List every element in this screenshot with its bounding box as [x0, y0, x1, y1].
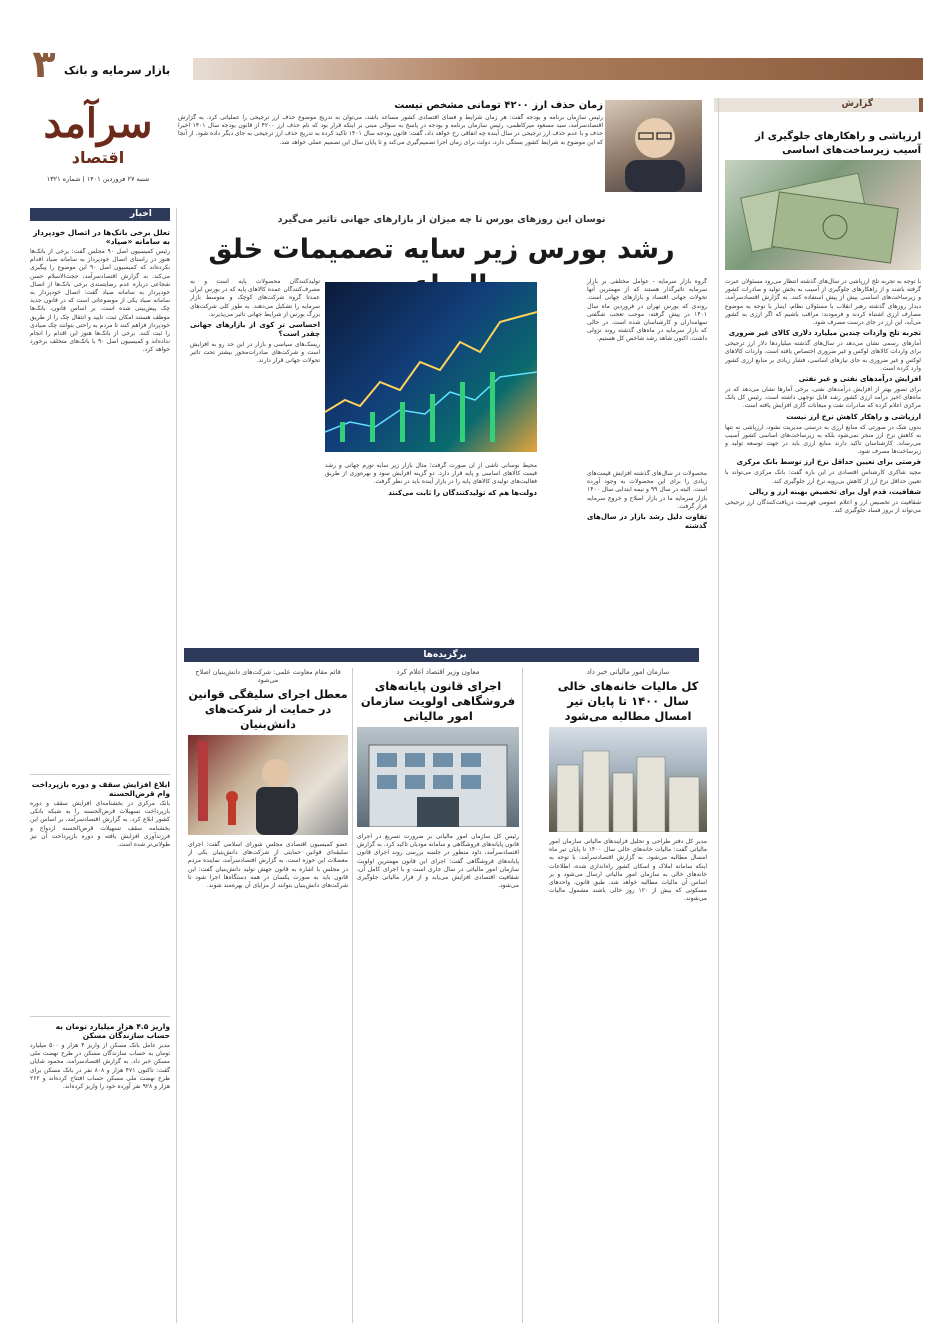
report-body	[725, 278, 921, 1318]
report-label-bar	[714, 98, 923, 112]
featured-kicker: سازمان امور مالیاتی خبر داد	[586, 668, 670, 676]
main-photo	[325, 282, 537, 452]
news-item-body: بانک مرکزی در بخشنامه‌ای افزایش سقف و دوره بازپرداخت تسهیلات قرض‌الحسنه را به شبکه بانکی کشور ابلاغ کرد. به گزارش اقتصادسرآمد، بر اساس این بخشنامه سقف تسهیلات قرض‌الحسنه ازدواج و فرزندآوری افزایش یافته و دوره بازپرداخت آن نیز طولانی‌تر شده است.	[30, 800, 170, 849]
featured-body: رئیس کل سازمان امور مالیاتی بر ضرورت تسریع در اجرای قانون پایانه‌های فروشگاهی و سامانه مودیان تاکید کرد. به گزارش اقتصادسرآمد، داود منظور در جلسه بررسی روند اجرای قانون پایانه‌های فروشگاهی گفت: اجرای این قانون مهمترین اولویت سازمان امور مالیاتی در سال جاری است و با اجرای کامل آن، شفافیت اقتصادی افزایش می‌یابد و از فرار مالیاتی جلوگیری می‌شود.	[357, 833, 519, 890]
masthead	[28, 100, 168, 195]
news-label: اخبار	[130, 209, 152, 219]
top-brief-title: زمان حذف ارز ۴۲۰۰ تومانی مشخص نیست	[394, 100, 603, 111]
report-subhead: افزایش درآمدهای نفتی و غیر نفتی	[798, 375, 921, 384]
report-paragraph: بدون شک در صورتی که منابع ارزی به درستی مدیریت نشود، ارزپاشی نه تنها به کاهش نرخ ارز منجر نمی‌شود بلکه به زیرساخت‌های اساسی کشور آسیب می‌رساند. کارشناسان تاکید دارند منابع ارزی باید در جهت توسعه تولید و زیرساخت‌ها مصرف شود.	[725, 423, 921, 456]
featured-title: کل مالیات خانه‌های خالی سال ۱۴۰۰ تا پایان تیر امسال مطالبه می‌شود	[557, 679, 699, 723]
featured-item	[549, 668, 707, 1323]
portrait-icon	[605, 100, 702, 192]
main-subhead: تفاوت دلیل رشد بازار در سال‌های گذشته	[587, 513, 707, 531]
featured-title: اجرای قانون پایانه‌های فروشگاهی اولویت سازمان امور مالیاتی	[360, 679, 516, 723]
report-label: گزارش	[841, 99, 873, 109]
interview-icon	[188, 735, 348, 835]
main-paragraph: محیط نوسانی ناشی از آن صورت گرفت؛ مثال بازار زیر سایه تورم جهانی و رشد قیمت کالاهای اساسی و پایه قرار دارد. دو گزینه افزایش سود و بهره‌وری از طریق فعالیت‌های تولیدی کالاهای پایه را در بازار آینده باید در نظر گرفت.	[325, 462, 537, 486]
main-col-1	[587, 278, 707, 468]
section-title: بازار سرمایه و بانک	[64, 64, 171, 77]
money-icon	[725, 160, 921, 270]
top-brief-body: رئیس سازمان برنامه و بودجه گفت: هر زمان شرایط و فضای اقتصادی کشور مساعد باشد، می‌توان به تدریج موضوع حذف ارز ترجیحی را عملیاتی کرد. به گزارش اقتصادسرآمد، سید مسعود میرکاظمی، رئیس سازمان برنامه و بودجه در پاسخ به سوالی مبنی بر اینکه قرار بود که نام حذف ارز ۴۲۰۰ از قانون بودجه سال ۱۴۰۱ اخیرا حذف و با عدم حذف ارز ترجیحی در سال آینده چه اتفاقی رخ خواهد داد، گفت: قانون بودجه سال ۱۴۰۱ تاکید کرده به تدریج حذف ارز ترجیحی به جای دیگر داده شود. از آنجا که این موضوع به شرایط کشور بستگی دارد، دولت برای زمان اجرا تصمیم‌گیری می‌کند و تا پایان سال این تصمیم عملی خواهد شد.	[178, 114, 603, 146]
featured-body: عضو کمیسیون اقتصادی مجلس شورای اسلامی گفت: اجرای سلیقه‌ای قوانین حمایتی از شرکت‌های دانش‌بنیان یکی از معضلات این حوزه است. به گزارش اقتصادسرآمد، نماینده مردم در مجلس با اشاره به قانون جهش تولید دانش‌بنیان گفت: این قانون باید به صورت یکسان در همه دستگاه‌ها اجرا شود تا شرکت‌های دانش‌بنیان بتوانند از مزایای آن بهره‌مند شوند.	[188, 841, 348, 890]
buildings-icon	[549, 727, 707, 832]
main-col-2	[190, 278, 320, 638]
main-col-4	[325, 462, 537, 640]
report-title: ارزپاشی و راهکارهای جلوگیری از آسیب زیرساخت‌های اساسی	[755, 131, 921, 156]
masthead-logo: سرآمد	[43, 100, 153, 147]
report-paragraph: آمارهای رسمی نشان می‌دهد در سال‌های گذشته میلیاردها دلار ارز ترجیحی برای واردات کالاهای لوکس و غیر ضروری اختصاص یافته است. واردات کالاهای لوکس و غیر ضروری به جای نیازهای اساسی، فشار زیادی بر منابع ارزی کشور وارد کرده است.	[725, 340, 921, 372]
featured-label: برگزیده‌ها	[423, 650, 467, 660]
featured-item	[188, 668, 348, 1323]
news-item	[30, 228, 170, 768]
featured-kicker: قائم مقام معاونت علمی: شرکت‌های دانش‌بنیان اصلاح می‌شود	[195, 668, 341, 684]
main-kicker: نوسان این روزهای بورس تا چه میزان از بازارهای جهانی تاثیر می‌گیرد	[277, 214, 606, 225]
main-paragraph: ریسک‌های سیاسی و بازار در این حد رو به افزایش است و شرکت‌های صادرات‌محور بیشتر تحت تاثیر تحولات جهانی قرار دارند.	[190, 341, 320, 365]
featured-divider	[522, 668, 523, 1323]
featured-photo	[188, 735, 348, 835]
top-section-bar	[193, 58, 923, 80]
news-item	[30, 774, 170, 1010]
report-subhead: تجربه تلخ واردات چندین میلیارد دلاری کالای غیر ضروری	[728, 329, 921, 338]
featured-item	[357, 668, 519, 1323]
report-paragraph: با توجه به تجربه تلخ ارزپاشی در سال‌های گذشته انتظار می‌رود مسئولان عبرت گرفته باشند و از راهکارهای جلوگیری از آسیب به بخش تولید و صادرات کشور و زیرساخت‌های اساسی بیش از پیش استفاده کنند. به گزارش اقتصادسرآمد، دیدار روزهای گذشته رهبر انقلاب با مسئولان نظام، اینبار با توجه به موضوع مصارف ارزی اشتباه کردند و فرمودند: مراقب باشیم که اگر ارزی به کشور می‌آید، این ارز در جای درست مصرف شود.	[725, 278, 921, 327]
issue-info: شنبه ۲۷ فروردین ۱۴۰۱ | شماره ۱۳۲۱	[46, 175, 150, 183]
report-divider	[718, 98, 719, 1323]
news-divider	[176, 208, 177, 1323]
featured-kicker: معاون وزیر اقتصاد اعلام کرد	[396, 668, 480, 676]
featured-photo	[549, 727, 707, 832]
main-paragraph: محصولات در سال‌های گذشته افزایش قیمت‌های زیادی را برای این محصولات به وجود آورده است. البته در سال ۹۹ و نیمه ابتدایی سال ۱۴۰۰ بازار سرمایه ما در بازار اصلاح و خروج سرمایه قرار گرفت.	[587, 470, 707, 510]
report-subhead: شفافیت، قدم اول برای تخصیص بهینه ارز و ریالی	[749, 487, 921, 496]
main-paragraph: تولیدکنندگان محصولات پایه است و به مصرف‌کنندگان عمده کالاهای پایه که در بورس ایران عمدتا گروه شرکت‌های کوچک و متوسط بازار سرمایه را تشکیل می‌دهند. به طور کلی شرکت‌های بزرگ بورس از شرایط جهانی تاثیر می‌پذیرند.	[190, 278, 320, 318]
news-item	[30, 1016, 170, 1321]
news-item-body: مدیر عامل بانک مسکن از واریز ۴ هزار و ۵۰۰ میلیارد تومان به حساب سازندگان مسکن در طرح نهضت ملی مسکن خبر داد. به گزارش اقتصادسرآمد، محمود شایان گفت: تاکنون ۴۷۱ هزار و ۸۰۸ نفر در بانک مسکن برای طرح نهضت ملی مسکن حساب افتتاح کرده‌اند و ۲۶۲ هزار و ۹۲۸ نفر آورده خود را واریز کرده‌اند.	[30, 1042, 170, 1091]
office-building-icon	[357, 727, 519, 827]
featured-divider	[352, 668, 353, 1323]
report-subhead: ارزپاشی و راهکار کاهش نرخ ارز نیست	[786, 412, 921, 421]
featured-photo	[357, 727, 519, 827]
report-paragraph: برای تصور بهتر از افزایش درآمدهای نفتی، برخی آمارها نشان می‌دهد که در ماه‌های اخیر درآمد ارزی کشور رشد قابل توجهی داشته است. رئیس کل بانک مرکزی اعلام کرده که صادرات نفت و میعانات گازی افزایش یافته است.	[725, 386, 921, 410]
top-brief	[178, 100, 603, 196]
news-column	[30, 226, 170, 1321]
main-paragraph: گروه بازار سرمایه - عوامل مختلفی بر بازار سرمایه تاثیرگذار هستند که از مهمترین آنها تحولات جهانی اقتصاد و بازارهای جهانی است. روندی که بورس تهران در فروردین ماه سال ۱۴۰۱ در پیش گرفته، موجب تعجب شگفتی سهامداران و کارشناسان شده است. در حالی که بازار سرمایه در ماه‌های گذشته روند نزولی داشت، اکنون شاهد رشد شاخص کل هستیم.	[587, 278, 707, 343]
news-item-title: واریز ۴.۵ هزار میلیارد تومان به حساب سازندگان مسکن	[55, 1022, 170, 1040]
top-brief-photo	[605, 100, 702, 192]
main-subhead: احساسی تر کوی از بازارهای جهانی چقدر است؟	[190, 321, 320, 339]
news-item-title: ابلاغ افزایش سقف و دوره بازپرداخت وام قرض‌الحسنه	[31, 780, 170, 798]
main-col-3	[587, 470, 707, 640]
featured-title: معطل اجرای سلیقگی قوانین در حمایت از شرکت‌های دانش‌بنیان	[188, 688, 348, 731]
main-subhead: دولت‌ها هم که تولیدکنندگان را ثابت می‌کنند	[388, 488, 537, 497]
report-subhead: فرصتی برای تعیین حداقل نرخ ارز توسط بانک مرکزی	[736, 458, 921, 467]
report-paragraph: مجید شاکری کارشناس اقتصادی در این باره گفت: بانک مرکزی می‌تواند با تعیین حداقل نرخ ارز از کاهش بی‌رویه نرخ ارز جلوگیری کند.	[725, 469, 921, 485]
masthead-sub: اقتصاد	[71, 148, 125, 167]
report-paragraph: شفافیت در تخصیص ارز و اعلام عمومی فهرست دریافت‌کنندگان ارز ترجیحی می‌تواند از بروز فساد جلوگیری کند.	[725, 498, 921, 515]
news-item-title: تعلل برخی بانک‌ها در اتصال خودپرداز به سامانه «صیاد»	[33, 228, 170, 246]
page-number: ۳	[32, 42, 56, 86]
featured-body: مدیر کل دفتر طراحی و تحلیل فرآیندهای مالیاتی سازمان امور مالیاتی گفت: مالیات خانه‌های خالی سال ۱۴۰۰ تا پایان تیر ماه امسال مطالبه می‌شود. به گزارش اقتصادسرآمد، با توجه به اینکه سامانه املاک و اسکان کشور راه‌اندازی شده، اطلاعات خانه‌های خالی به سازمان امور مالیاتی ارسال می‌شود و بر اساس آن مالیات مطالبه خواهد شد. طبق قانون، واحدهای مسکونی که بیش از ۱۲۰ روز خالی باشند مشمول مالیات می‌شوند.	[549, 838, 707, 903]
news-item-body: رئیس کمیسیون اصل ۹۰ مجلس گفت: برخی از بانک‌ها هنوز در راستای اتصال خودپرداز به سامانه صیاد اقدام نکرده‌اند که کمیسیون اصل ۹۰ این موضوع را پیگیری می‌کند. به گزارش اقتصادسرآمد، حجت‌الاسلام حسن شجاعی درباره عدم رضایتمندی برخی بانک‌ها از اتصال خودپرداز به سامانه صیاد گفت: اتصال خودپرداز به سامانه صیاد یکی از موضوعاتی است که در قانون جدید چک پیش‌بینی شده است. بر اساس قانون، بانک‌ها موظف هستند امکان ثبت، تایید و انتقال چک را از طریق خودپرداز فراهم کنند تا مردم به راحتی بتوانند چک صیادی را ثبت کنند. برخی از بانک‌ها هنوز این اقدام را انجام نداده‌اند و کمیسیون اصل ۹۰ با بانک‌های متخلف برخورد خواهد کرد.	[30, 248, 170, 354]
main-headline: رشد بورس زیر سایه تصمیمات خلق	[208, 234, 675, 265]
report-photo	[725, 160, 921, 270]
stock-chart-icon	[325, 282, 537, 452]
